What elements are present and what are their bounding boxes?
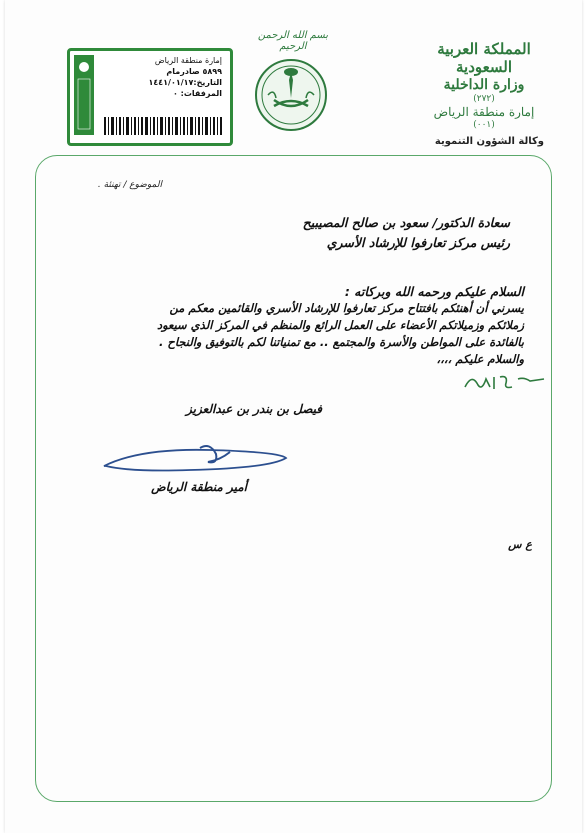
region-code: (٠٠١) <box>473 120 495 130</box>
greeting: السلام عليكم ورحمه الله وبركاته : <box>344 284 524 299</box>
body-line-1: يسرني أن أهنئكم بافتتاح مركز تعارفوا للإرشاد الأسري والقائمين معكم من <box>169 301 524 315</box>
signature-icon <box>100 440 300 480</box>
palm-swords-icon <box>74 55 94 135</box>
recipient-block <box>90 213 510 253</box>
typist-initials: ع س <box>508 538 532 551</box>
basmala: بسم الله الرحمن الرحيم <box>257 30 329 52</box>
letter-body <box>64 283 524 368</box>
ministry-name: وزارة الداخلية <box>443 77 525 93</box>
stamp-number: ٥٨٩٩ صادرمام <box>166 67 222 76</box>
recipient-name: سعادة الدكتور/ سعود بن صالح المصيبيح <box>302 215 510 230</box>
ministry-header <box>414 40 554 131</box>
stamp-text <box>102 55 222 99</box>
closing: والسلام عليكم ،،،، <box>436 352 524 366</box>
stamp-office: إمارة منطقة الرياض <box>154 56 222 65</box>
saudi-emblem-icon <box>254 58 328 132</box>
outgoing-stamp <box>67 48 233 146</box>
ministry-region: إمارة منطقة الرياض <box>433 105 535 119</box>
handwritten-annotation-icon <box>460 365 550 395</box>
body-line-3: بالفائدة على المواطن والأسرة والمجتمع .. مع تمنياتنا لكم بالتوفيق والنجاح . <box>159 335 524 349</box>
stamp-date: التاريخ:١٤٤١/٠١/١٧ <box>148 78 222 87</box>
letter-page <box>5 0 582 833</box>
sender-title: أمير منطقة الرياض <box>151 480 247 494</box>
agency-name: وكالة الشؤون التنموية <box>434 136 544 147</box>
sender-name: فيصل بن بندر بن عبدالعزيز <box>185 402 322 416</box>
ministry-code: (٢٧٢) <box>473 94 495 104</box>
stamp-logo-strip <box>74 55 94 135</box>
body-line-2: زملائكم وزميلاتكم الأعضاء على العمل الرائع والمنظم في المركز الذي سيعود <box>156 318 524 332</box>
ministry-country: المملكة العربية السعودية <box>437 40 531 76</box>
barcode-icon <box>104 117 222 135</box>
stamp-attachments: المرفقات: ٠ <box>173 89 222 98</box>
recipient-title: رئيس مركز تعارفوا للإرشاد الأسري <box>326 235 510 250</box>
letter-subject: الموضوع / تهنئة . <box>97 180 162 190</box>
